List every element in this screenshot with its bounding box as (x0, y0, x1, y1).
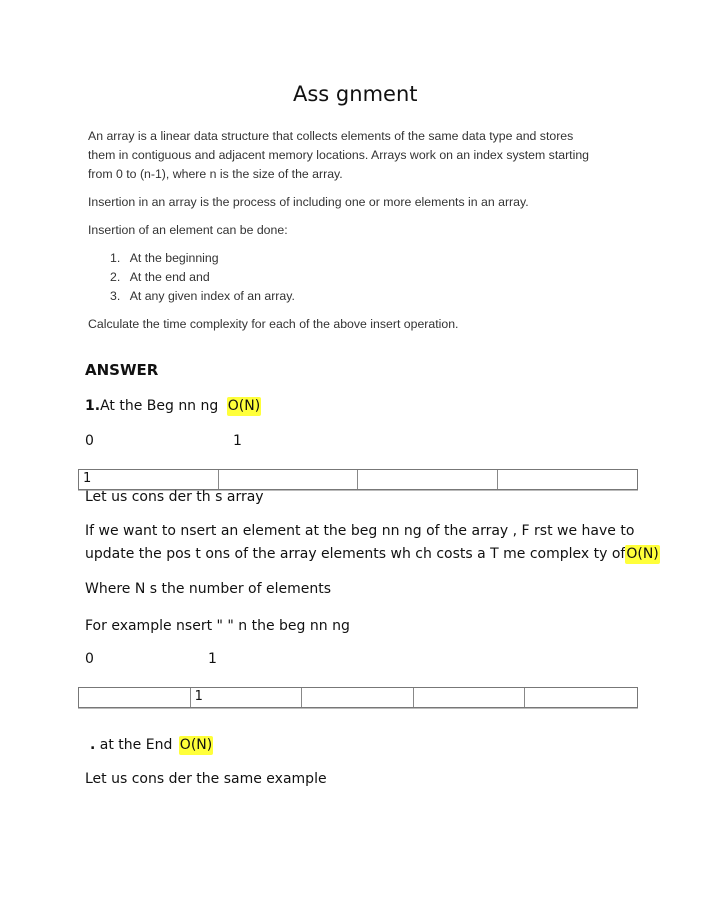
section-title: At the Beg nn ng (100, 398, 219, 414)
array-cell (79, 688, 191, 707)
array-cell (525, 688, 637, 707)
array-cell (358, 470, 498, 489)
array-cell (498, 470, 638, 489)
list-number: 3. (110, 289, 121, 303)
section-number: 1. (85, 398, 101, 414)
array-cell: 1 (79, 470, 219, 489)
question-list-item (110, 287, 295, 306)
question-list-item (110, 249, 219, 268)
explanation-line-2 (85, 546, 660, 562)
explanation-line-1: If we want to nsert an element at the beg nn ng of the array , F rst we have to (85, 523, 635, 539)
example-text: For example nsert " " n the beg nn ng (85, 618, 350, 634)
section-2-heading (90, 737, 213, 753)
section-title: at the End (99, 737, 173, 753)
complexity-badge: O(N) (179, 737, 213, 753)
complexity-badge: O(N) (626, 546, 659, 562)
page-title: Ass gnment (293, 82, 418, 106)
index-label: 0 (85, 651, 94, 667)
index-label: 0 (85, 433, 94, 449)
list-number: 1. (110, 251, 121, 265)
question-insertion-intro: Insertion of an element can be done: (88, 223, 288, 237)
answer-heading: ANSWER (85, 361, 159, 379)
section-number: . (90, 737, 96, 753)
list-text: At the end and (129, 270, 210, 284)
explanation-text: update the pos t ons of the array elements wh ch costs a T me complex ty of (85, 546, 626, 562)
question-list-item (110, 268, 210, 287)
same-example-text: Let us cons der the same example (85, 771, 327, 787)
list-text: At any given index of an array. (129, 289, 295, 303)
section-1-heading (85, 398, 261, 414)
list-number: 2. (110, 270, 121, 284)
array-cell (302, 688, 414, 707)
array-cell (414, 688, 526, 707)
list-text: At the beginning (129, 251, 219, 265)
index-label: 1 (208, 651, 217, 667)
question-line-1: An array is a linear data structure that collects elements of the same data type and stores (88, 129, 574, 143)
complexity-badge: O(N) (227, 398, 261, 414)
array-cell: 1 (191, 688, 303, 707)
consider-text: Let us cons der th s array (85, 489, 264, 505)
array-diagram-2 (78, 687, 638, 708)
question-task: Calculate the time complexity for each of the above insert operation. (88, 317, 459, 331)
index-label: 1 (233, 433, 242, 449)
question-line-2: them in contiguous and adjacent memory locations. Arrays work on an index system starting (88, 148, 590, 162)
array-cell (219, 470, 359, 489)
array-diagram-1 (78, 469, 638, 490)
question-line-3: from 0 to (n-1), where n is the size of the array. (88, 167, 343, 181)
where-text: Where N s the number of elements (85, 581, 331, 597)
question-insertion-definition: Insertion in an array is the process of including one or more elements in an array. (88, 195, 529, 209)
